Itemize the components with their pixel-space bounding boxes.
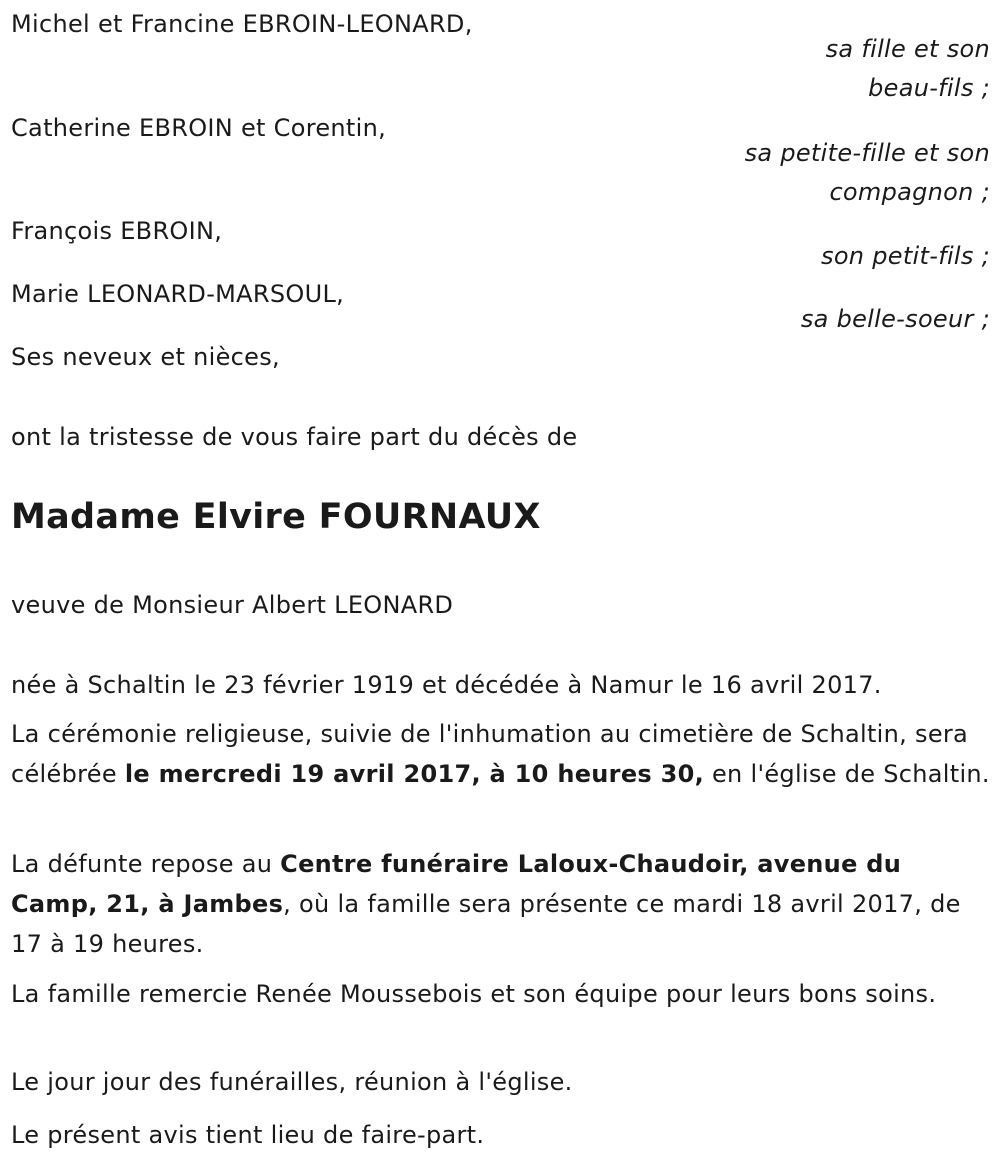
family-relation: sa belle-soeur ; bbox=[800, 305, 990, 333]
ceremony-text: La cérémonie religieuse, suivie de l'inhumation au cimetière de Schaltin, sera célébrée bbox=[11, 720, 969, 788]
thanks-paragraph: La famille remercie Renée Moussebois et son équipe pour leurs bons soins. bbox=[11, 980, 937, 1008]
ceremony-paragraph bbox=[11, 714, 996, 794]
repose-location: Centre funéraire Laloux-Chaudoir, avenue du Camp, 21, à Jambes bbox=[11, 850, 902, 918]
birth-death: née à Schaltin le 23 février 1919 et décédée à Namur le 16 avril 2017. bbox=[11, 671, 882, 699]
family-relation: sa petite-fille et son bbox=[744, 139, 990, 167]
family-member-name: Marie LEONARD-MARSOUL, bbox=[11, 280, 345, 308]
ceremony-date: le mercredi 19 avril 2017, à 10 heures 30, bbox=[124, 760, 705, 788]
deceased-name: Madame Elvire FOURNAUX bbox=[11, 497, 541, 537]
family-member-name: Catherine EBROIN et Corentin, bbox=[11, 114, 387, 142]
family-relation: son petit-fils ; bbox=[821, 242, 990, 270]
family-member-name: Ses neveux et nièces, bbox=[11, 343, 280, 371]
intro-text: ont la tristesse de vous faire part du décès de bbox=[11, 423, 578, 451]
family-member-name: Michel et Francine EBROIN-LEONARD, bbox=[11, 10, 473, 38]
family-relation: beau-fils ; bbox=[868, 74, 990, 102]
family-relation: sa fille et son bbox=[825, 35, 990, 63]
repose-hours: , où la famille sera présente ce mardi 18 avril 2017, de 17 à 19 heures. bbox=[11, 890, 961, 958]
funeral-day-text: Le jour jour des funérailles, réunion à l'église. bbox=[11, 1068, 573, 1096]
widow-of: veuve de Monsieur Albert LEONARD bbox=[11, 591, 454, 619]
family-relation: compagnon ; bbox=[829, 178, 990, 206]
repose-text: La défunte repose au bbox=[11, 850, 281, 878]
notice-text: Le présent avis tient lieu de faire-part. bbox=[11, 1121, 485, 1149]
repose-paragraph bbox=[11, 844, 996, 964]
family-member-name: François EBROIN, bbox=[11, 217, 223, 245]
ceremony-place: en l'église de Schaltin. bbox=[704, 760, 990, 788]
